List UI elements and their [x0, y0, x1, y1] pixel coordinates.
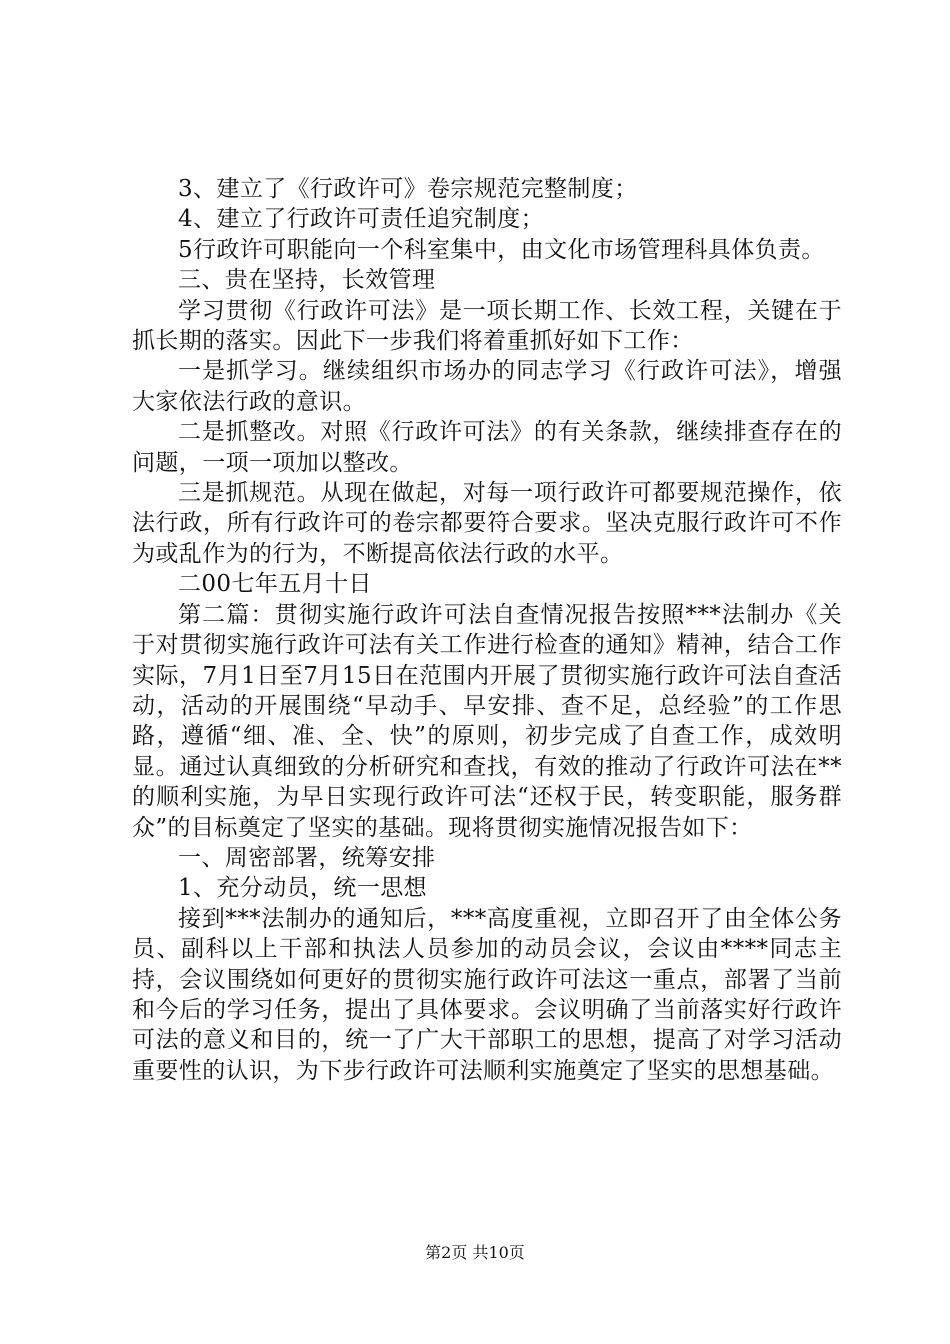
subsection-heading: 1、充分动员，统一思想	[178, 875, 428, 902]
date-line: 二00七年五月十日	[178, 571, 372, 598]
paragraph: 第二篇：贯彻实施行政许可法自查情况报告按照***法制办《关于对贯彻实施行政许可法有关工作进行检查的通知》精神，结合工作实际，7月1日至7月15日在范围内开展了贯彻实施行政许可法自查活动，活动的开展围绕“早动手、早安排、查不足，总经验”的工作思路，遵循“细、准、全、快”的原则，初步完成了自查工作，成效明显。通过认真细致的分析研究和查找，有效的推动了行政许可法在**的顺利实施，为早日实现行政许可法“还权于民，转变职能，服务群众”的目标奠定了坚实的基础。现将贯彻实施情况报告如下：	[132, 601, 842, 841]
paragraph: 一是抓学习。继续组织市场办的同志学习《行政许可法》，增强大家依法行政的意识。	[132, 358, 842, 415]
section-heading: 三、贵在坚持，长效管理	[178, 267, 436, 294]
document-body	[132, 174, 842, 1086]
page-number: 第2页 共10页	[425, 1243, 525, 1262]
paragraph: 3、建立了《行政许可》卷宗规范完整制度；	[178, 176, 638, 202]
section-heading: 一、周密部署，统筹安排	[178, 844, 436, 871]
paragraph: 接到***法制办的通知后，***高度重视，立即召开了由全体公务员、副科以上干部和执法人员参加的动员会议，会议由****同志主持，会议围绕如何更好的贯彻实施行政许可法这一重点，部署了当前和今后的学习任务，提出了具体要求。会议明确了当前落实好行政许可法的意义和目的，统一了广大干部职工的思想，提高了对学习活动重要性的认识，为下步行政许可法顺利实施奠定了坚实的思想基础。	[132, 905, 842, 1084]
paragraph: 三是抓规范。从现在做起，对每一项行政许可都要规范操作，依法行政，所有行政许可的卷宗都要符合要求。坚决克服行政许可不作为或乱作为的行为，不断提高依法行政的水平。	[132, 480, 842, 567]
paragraph: 学习贯彻《行政许可法》是一项长期工作、长效工程，关键在于抓长期的落实。因此下一步我们将着重抓好如下工作：	[132, 297, 842, 355]
paragraph: 4、建立了行政许可责任追究制度；	[178, 206, 545, 233]
paragraph: 5行政许可职能向一个科室集中，由文化市场管理科具体负责。	[178, 236, 825, 263]
paragraph: 二是抓整改。对照《行政许可法》的有关条款，继续排查存在的问题，一项一项加以整改。	[132, 419, 842, 476]
